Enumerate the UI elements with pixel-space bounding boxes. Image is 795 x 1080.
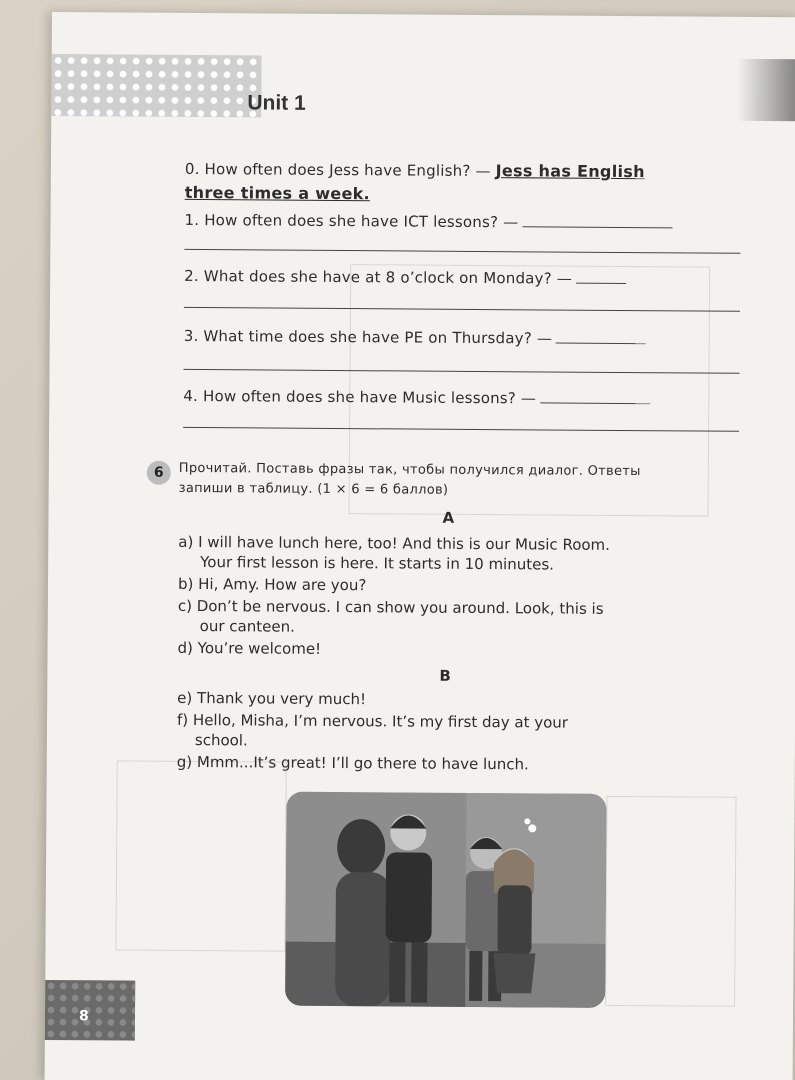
answer-2-blank[interactable]	[576, 283, 626, 284]
answer-1-line[interactable]	[184, 249, 740, 254]
show-through-table-right	[605, 796, 736, 1007]
exercise-number-badge: 6	[147, 461, 171, 485]
option-f-line2: school.	[194, 731, 248, 750]
section-a-heading: A	[442, 508, 455, 527]
workbook-page	[45, 12, 795, 1080]
question-3: 3. What time does she have PE on Thursday? —	[184, 327, 646, 348]
children-photo	[285, 792, 606, 1008]
answer-3-blank[interactable]	[556, 343, 646, 345]
page-number-band	[45, 980, 135, 1041]
option-a-line1: a) I will have lunch here, too! And this is our Music Room.	[178, 532, 611, 554]
instruction-line-1: Прочитай. Поставь фразы так, чтобы получился диалог. Ответы	[178, 460, 641, 480]
option-b: b) Hi, Amy. How are you?	[177, 574, 367, 595]
answer-1-blank[interactable]	[522, 226, 672, 228]
question-1: 1. How often does she have ICT lessons? —	[184, 211, 672, 232]
children-photo-illustration	[285, 792, 606, 1008]
answer-4-blank[interactable]	[540, 402, 650, 404]
option-d: d) You’re welcome!	[177, 638, 322, 658]
show-through-table-lower	[115, 760, 286, 951]
option-c-line1: c) Don’t be nervous. I can show you around. Look, this is	[177, 596, 604, 618]
question-0: 0. How often does Jess have English? — Jess has English	[184, 159, 645, 182]
option-e: e) Thank you very much!	[177, 688, 367, 709]
section-b-heading: B	[439, 666, 451, 685]
answer-0-part1: Jess has English	[495, 161, 645, 182]
instruction-line-2: запиши в таблицу. (1 × 6 = 6 баллов)	[178, 480, 449, 498]
option-g: g) Mmm...It’s great! I’ll go there to have lunch.	[176, 752, 529, 774]
question-4: 4. How often does she have Music lessons? —	[183, 387, 650, 408]
page-number: 8	[78, 1008, 89, 1025]
option-f-line1: f) Hello, Misha, I’m nervous. It’s my first day at your	[176, 710, 569, 732]
header-band	[261, 55, 795, 121]
answer-0-part2: three times a week.	[184, 182, 371, 204]
question-2: 2. What does she have at 8 o’clock on Monday? —	[184, 267, 626, 288]
unit-title: Unit 1	[247, 91, 306, 115]
option-c-line2: our canteen.	[199, 617, 295, 636]
dotted-header-band	[51, 54, 261, 117]
option-a-line2: Your first lesson is here. It starts in 10 minutes.	[200, 553, 555, 574]
